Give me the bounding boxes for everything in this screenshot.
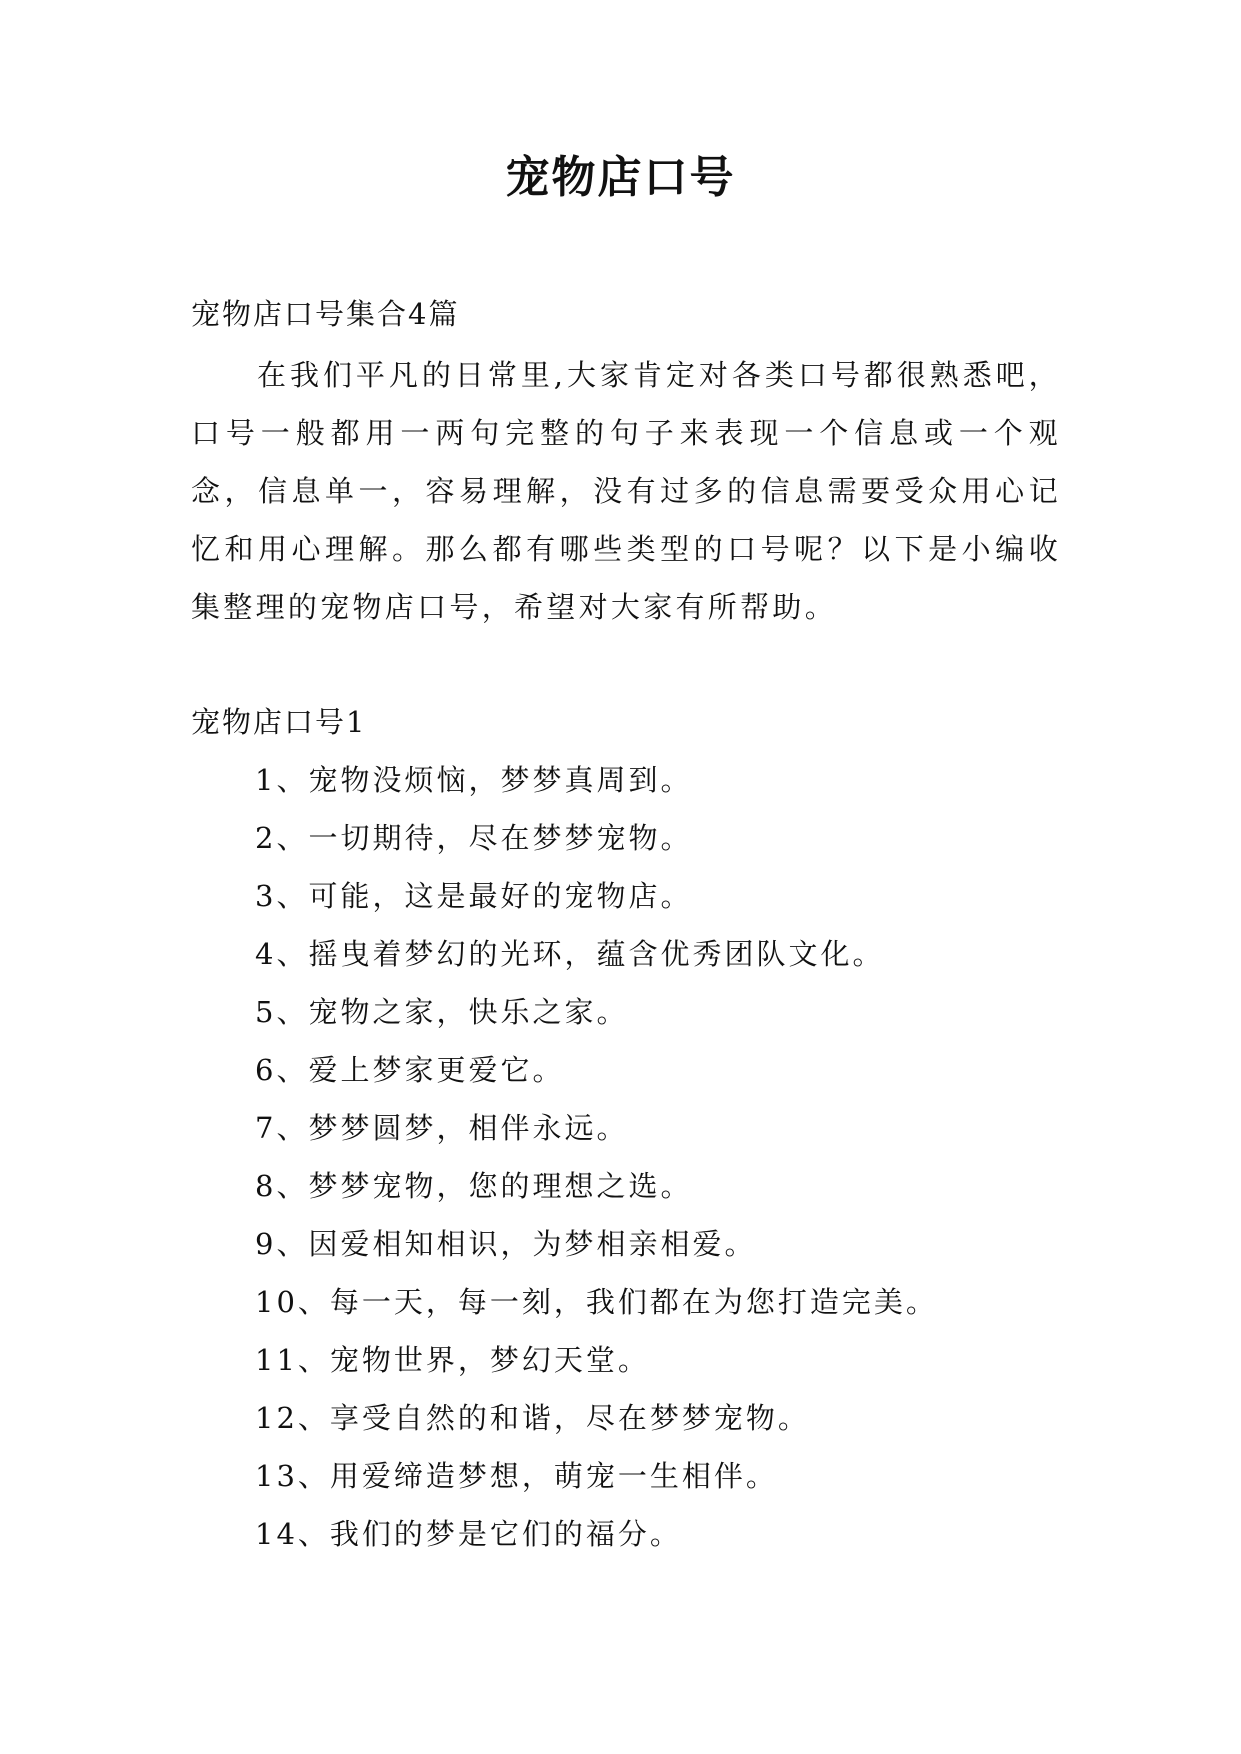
slogan-item: 1、宠物没烦恼，梦梦真周到。: [255, 763, 693, 797]
slogan-item: 13、用爱缔造梦想，萌宠一生相伴。: [255, 1459, 778, 1493]
slogan-item: 9、因爱相知相识，为梦相亲相爱。: [255, 1227, 757, 1261]
slogan-item: 11、宠物世界，梦幻天堂。: [255, 1343, 650, 1377]
slogan-item: 6、爱上梦家更爱它。: [255, 1053, 565, 1087]
document-title: 宠物店口号: [505, 152, 736, 203]
slogan-list: [255, 758, 938, 1570]
slogan-item: 5、宠物之家，快乐之家。: [255, 995, 629, 1029]
slogan-item: 3、可能，这是最好的宠物店。: [255, 879, 693, 913]
slogan-item: 2、一切期待，尽在梦梦宠物。: [255, 821, 693, 855]
slogan-item: 10、每一天，每一刻，我们都在为您打造完美。: [255, 1285, 938, 1319]
document-subtitle: 宠物店口号集合4篇: [191, 297, 460, 331]
slogan-item: 8、梦梦宠物，您的理想之选。: [255, 1169, 693, 1203]
slogan-item: 12、享受自然的和谐，尽在梦梦宠物。: [255, 1401, 810, 1435]
slogan-item: 14、我们的梦是它们的福分。: [255, 1517, 682, 1551]
slogan-item: 7、梦梦圆梦，相伴永远。: [255, 1111, 629, 1145]
slogan-item: 4、摇曳着梦幻的光环，蕴含优秀团队文化。: [255, 937, 885, 971]
section-heading: 宠物店口号1: [191, 705, 367, 739]
intro-paragraph: 在我们平凡的日常里,大家肯定对各类口号都很熟悉吧，口号一般都用一两句完整的句子来表现一个信息或一个观念，信息单一，容易理解，没有过多的信息需要受众用心记忆和用心理解。那么都有哪些类型的口号呢？以下是小编收集整理的宠物店口号，希望对大家有所帮助。: [191, 358, 1061, 624]
